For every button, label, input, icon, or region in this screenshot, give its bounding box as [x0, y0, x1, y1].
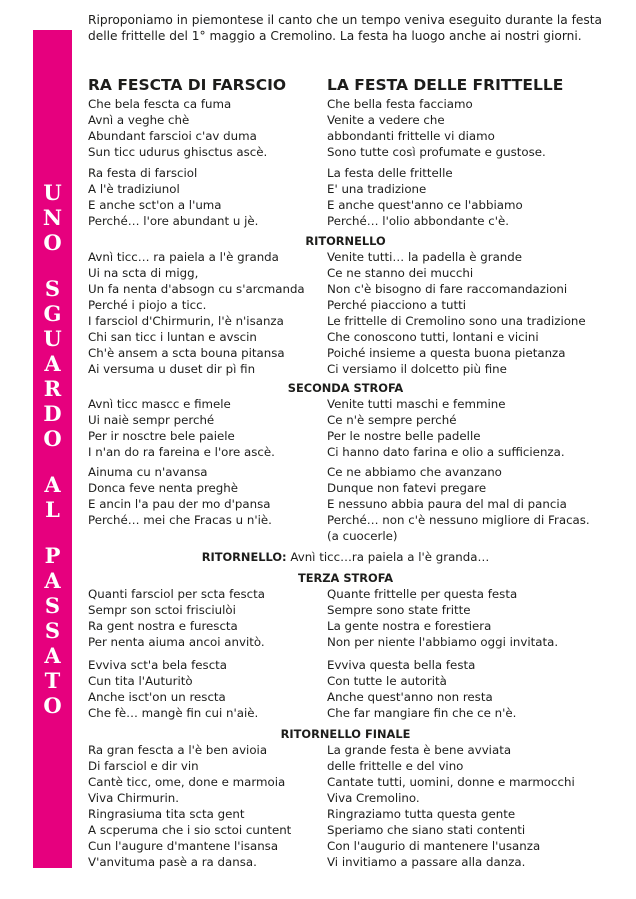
verse-line-piedmontese: Chi san ticc i luntan e avscin [88, 330, 257, 344]
verse-line-piedmontese: Ui naiè sempr perché [88, 413, 215, 427]
section-heading: TERZA STROFA [297, 571, 394, 585]
sidebar-letter: T [44, 668, 61, 693]
title-italian: LA FESTA DELLE FRITTELLE [327, 76, 564, 94]
verse-line-piedmontese: Evviva sct'a bela fescta [88, 658, 228, 672]
sidebar-letter: D [43, 401, 62, 426]
verse-line-italian: Venite tutti maschi e femmine [327, 397, 506, 411]
verse-line-italian: Ce ne stanno dei mucchi [327, 266, 474, 280]
verse-line-italian: E nessuno abbia paura del mal di pancia [327, 497, 567, 511]
sidebar-letter: A [44, 351, 61, 376]
verse-line-piedmontese: Di farsciol e dir vin [88, 759, 199, 773]
section-heading: RITORNELLO FINALE [280, 727, 411, 741]
verse-line-piedmontese: Viva Chirmurin. [88, 791, 180, 805]
sidebar-title [33, 180, 72, 718]
verse-line-italian: Cantate tutti, uomini, donne e marmocchi [327, 775, 575, 789]
verse-line-italian: Viva Cremolino. [327, 791, 420, 805]
sidebar-letter: O [43, 693, 62, 718]
verse-line-piedmontese: E ancin l'a pau der mo d'pansa [88, 497, 271, 511]
verse-line-piedmontese: Ch'è ansem a scta bouna pitansa [88, 346, 285, 360]
verse-line-piedmontese: V'anvituma pasè a ra dansa. [88, 855, 257, 869]
verse-line-italian: Che bella festa facciamo [327, 97, 473, 111]
verse-line-piedmontese: Perché… mei che Fracas u n'iè. [88, 513, 272, 527]
verse-line-piedmontese: Perché… l'ore abundant u jè. [88, 214, 259, 228]
sidebar-letter: O [43, 230, 62, 255]
verse-line-piedmontese: Avnì ticc mascc e fimele [88, 397, 231, 411]
verse-line-piedmontese: Perché i piojo a ticc. [88, 298, 207, 312]
verse-line-piedmontese: Ainuma cu n'avansa [88, 465, 208, 479]
verse-line-italian: Non per niente l'abbiamo oggi invitata. [327, 635, 559, 649]
verse-line-piedmontese: Per nenta aiuma ancoi anvitò. [88, 635, 265, 649]
section-heading: SECONDA STROFA [287, 381, 404, 395]
verse-line-italian: Ci versiamo il dolcetto più fine [327, 362, 507, 376]
verse-line-italian: Sono tutte così profumate e gustose. [327, 145, 546, 159]
intro-paragraph: Riproponiamo in piemontese il canto che un tempo veniva eseguito durante la festa delle frittelle del 1° maggio a Cremolino. La festa ha luogo anche ai nostri giorni. [88, 13, 603, 43]
verse-line-italian: Quante frittelle per questa festa [327, 587, 518, 601]
sidebar-letter: A [44, 568, 61, 593]
verse-line-italian: Che far mangiare fin che ce n'è. [327, 706, 517, 720]
verse-line-piedmontese: Che bela fescta ca fuma [88, 97, 232, 111]
sidebar-letter: L [45, 497, 60, 522]
sidebar-letter: U [43, 180, 62, 205]
verse-line-italian: Venite a vedere che [327, 113, 445, 127]
verse-line-italian: Le frittelle di Cremolino sono una tradizione [327, 314, 586, 328]
verse-line-italian: Ci hanno dato farina e olio a sufficienza. [327, 445, 565, 459]
verse-line-piedmontese: Un fa nenta d'absogn cu s'arcmanda [88, 282, 305, 296]
verse-line-piedmontese: I farsciol d'Chirmurin, l'è n'isanza [88, 314, 284, 328]
sidebar-letter: P [44, 543, 61, 568]
verse-line-italian: Con tutte le autorità [327, 674, 447, 688]
verse-line-piedmontese: Per ir nosctre bele paiele [88, 429, 235, 443]
verse-line-italian: La grande festa è bene avviata [327, 743, 512, 757]
verse-line-piedmontese: Donca feve nenta preghè [88, 481, 239, 495]
verse-line-piedmontese: A scperuma che i sio sctoi cuntent [88, 823, 292, 837]
sidebar-letter: A [44, 643, 61, 668]
sidebar-letter: G [43, 301, 62, 326]
verse-line-italian: Con l'augurio di mantenere l'usanza [327, 839, 541, 853]
verse-line-italian: Perché piacciono a tutti [327, 298, 467, 312]
verse-line-piedmontese: Avnì a veghe chè [88, 113, 190, 127]
verse-line-italian: E anche quest'anno ce l'abbiamo [327, 198, 523, 212]
verse-line-piedmontese: Ringrasiuma tita scta gent [88, 807, 245, 821]
verse-line-italian: Speriamo che siano stati contenti [327, 823, 526, 837]
verse-line-italian: delle frittelle e del vino [327, 759, 464, 773]
sidebar-band [33, 30, 72, 868]
verse-line-italian: La festa delle frittelle [327, 166, 453, 180]
verse-line-italian: Ce n'è sempre perché [327, 413, 457, 427]
verse-line-piedmontese: Ra gran fescta a l'è ben avioia [88, 743, 268, 757]
verse-line-italian: (a cuocerle) [327, 529, 398, 543]
ritornello-text: Avnì ticc…ra paiela a l'è granda… [286, 550, 490, 564]
verse-line-italian: Per le nostre belle padelle [327, 429, 481, 443]
sidebar-letter: A [44, 472, 61, 497]
verse-line-piedmontese: E anche sct'on a l'uma [88, 198, 222, 212]
verse-line-piedmontese: Cantè ticc, ome, done e marmoia [88, 775, 286, 789]
verse-line-italian: Che conoscono tutti, lontani e vicini [327, 330, 539, 344]
verse-line-italian: Venite tutti… la padella è grande [327, 250, 523, 264]
verse-line-piedmontese: Abundant farscioi c'av duma [88, 129, 257, 143]
verse-line-italian: Ringraziamo tutta questa gente [327, 807, 516, 821]
verse-line-piedmontese: Avnì ticc… ra paiela a l'è granda [88, 250, 279, 264]
sidebar-letter: S [44, 618, 61, 643]
verse-line-italian: Sempre sono state fritte [327, 603, 471, 617]
verse-line-piedmontese: Cun l'augure d'mantene l'isansa [88, 839, 279, 853]
verse-line-italian: Poiché insieme a questa buona pietanza [327, 346, 566, 360]
title-piedmontese: RA FESCTA DI FARSCIO [88, 76, 287, 94]
sidebar-letter: N [42, 205, 63, 230]
sidebar-letter: S [44, 593, 61, 618]
verse-line-italian: abbondanti frittelle vi diamo [327, 129, 495, 143]
verse-line-italian: Perché… non c'è nessuno migliore di Fracas. [327, 513, 590, 527]
verse-line-piedmontese: Quanti farsciol per scta fescta [88, 587, 265, 601]
sidebar-letter: U [43, 326, 62, 351]
verse-line-italian: Ce ne abbiamo che avanzano [327, 465, 502, 479]
verse-line-piedmontese: Anche isct'on un rescta [88, 690, 226, 704]
sidebar-letter: O [43, 426, 62, 451]
verse-line-piedmontese: Ra festa di farsciol [88, 166, 198, 180]
sidebar-letter: R [43, 376, 62, 401]
verse-line-italian: E' una tradizione [327, 182, 427, 196]
verse-line-piedmontese: A l'è tradiziunol [88, 182, 180, 196]
verse-line-piedmontese: Ui na scta di migg, [88, 266, 199, 280]
verse-line-piedmontese: Cun tita l'Auturitò [88, 674, 193, 688]
sidebar-letter: S [44, 276, 61, 301]
section-heading: RITORNELLO [305, 234, 386, 248]
verse-line-piedmontese: Ai versuma u duset dir pì fin [88, 362, 256, 376]
verse-line-italian: Evviva questa bella festa [327, 658, 476, 672]
verse-line-piedmontese: Sun ticc udurus ghisctus ascè. [88, 145, 268, 159]
verse-line-piedmontese: Ra gent nostra e furescta [88, 619, 238, 633]
ritornello-reference [88, 549, 603, 565]
verse-line-italian: Vi invitiamo a passare alla danza. [327, 855, 526, 869]
verse-line-italian: Perché… l'olio abbondante c'è. [327, 214, 510, 228]
verse-line-piedmontese: Che fè… mangè fin cui n'aiè. [88, 706, 259, 720]
verse-line-piedmontese: I n'an do ra fareina e l'ore ascè. [88, 445, 275, 459]
verse-line-italian: Non c'è bisogno di fare raccomandazioni [327, 282, 568, 296]
ritornello-label: RITORNELLO: [201, 550, 287, 564]
verse-line-italian: Dunque non fatevi pregare [327, 481, 487, 495]
verse-line-italian: Anche quest'anno non resta [327, 690, 493, 704]
verse-line-piedmontese: Sempr son sctoi frisciulòi [88, 603, 236, 617]
verse-line-italian: La gente nostra e forestiera [327, 619, 492, 633]
